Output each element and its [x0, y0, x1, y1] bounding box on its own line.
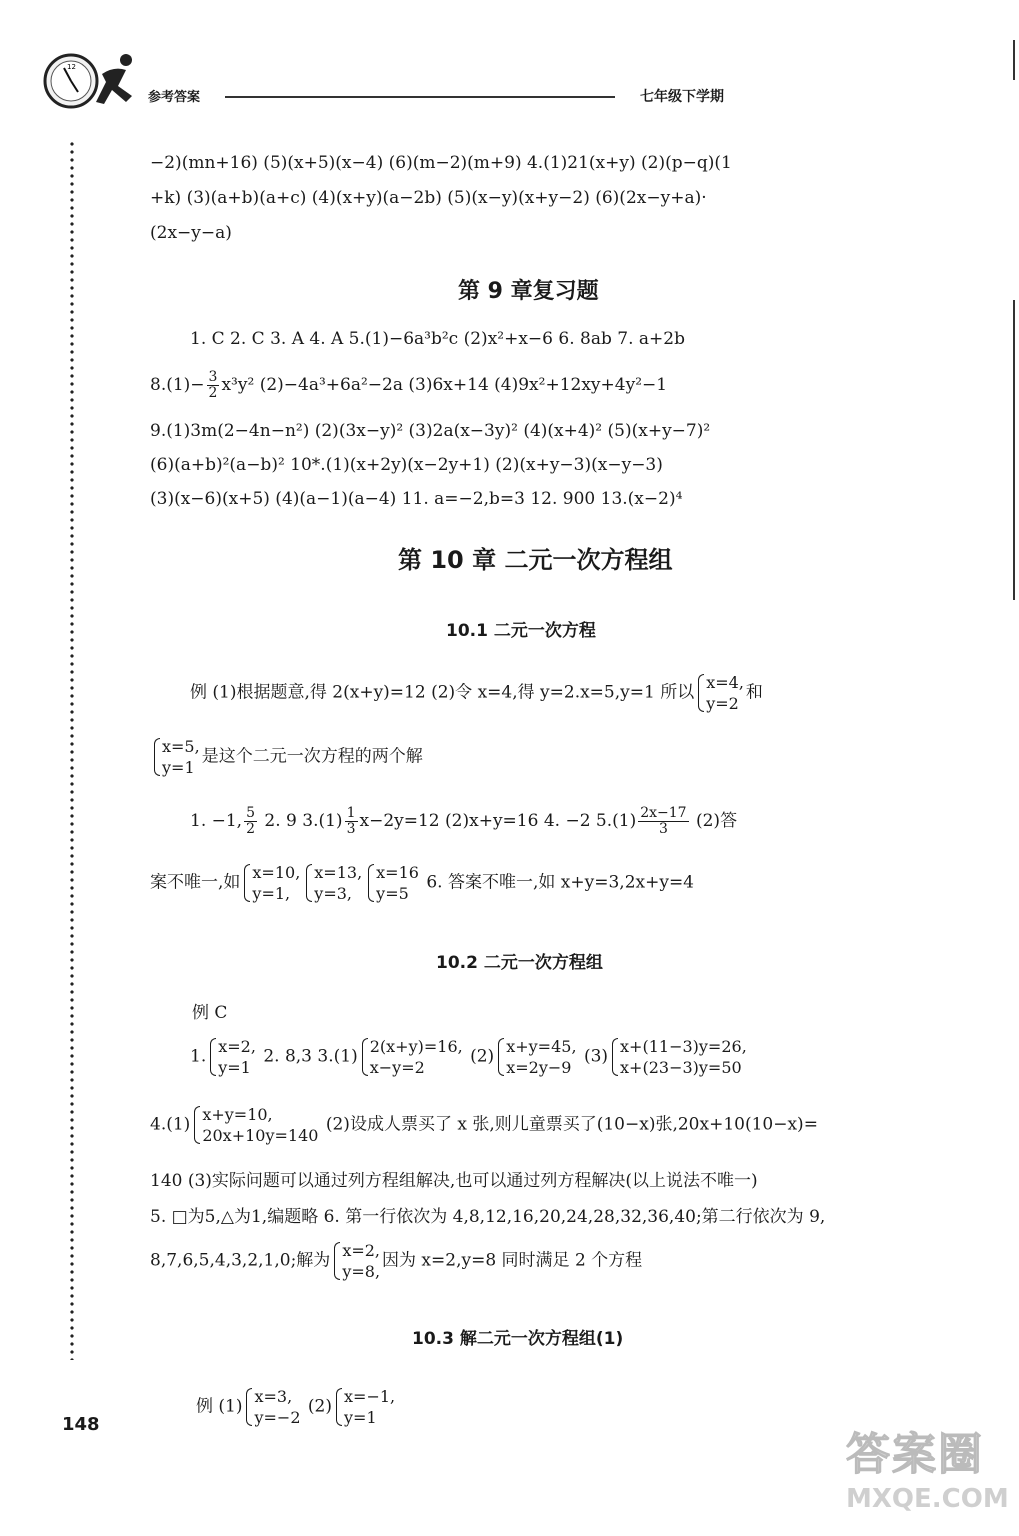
- text-line: (3)(x−6)(x+5) (4)(a−1)(a−4) 11. a=−2,b=3 12. 900 13.(x−2)⁴: [150, 489, 683, 509]
- text-line: 140 (3)实际问题可以通过列方程组解决,也可以通过列方程解决(以上说法不唯一): [150, 1171, 758, 1191]
- section-10-2-title: 10.2 二元一次方程组: [436, 953, 603, 973]
- equation-system: x=16 y=5: [366, 862, 419, 904]
- text-line: 1. C 2. C 3. A 4. A 5.(1)−6a³b²c (2)x²+x−6 6. 8ab 7. a+2b: [190, 329, 685, 349]
- header-left-label: 参考答案: [148, 90, 201, 105]
- watermark-logo: 答案圈 MXQE.COM: [846, 1429, 1009, 1514]
- text-line: 例 (1)根据题意,得 2(x+y)=12 (2)令 x=4,得 y=2.x=5,y=1 所以 x=4, y=2 和: [190, 673, 763, 713]
- equation-system: x+y=45, x=2y−9: [496, 1036, 576, 1078]
- equation-system: 2(x+y)=16, x−y=2: [360, 1036, 463, 1078]
- svg-text:12: 12: [67, 63, 76, 71]
- text-line: 例 (1) x=3, y=−2 (2) x=−1, y=1: [196, 1387, 396, 1427]
- chapter9-title: 第 9 章复习题: [458, 279, 599, 304]
- text-line: −2)(mn+16) (5)(x+5)(x−4) (6)(m−2)(m+9) 4.(1)21(x+y) (2)(p−q)(1: [150, 153, 732, 173]
- text-line: 1. x=2, y=1 2. 8,3 3.(1) 2(x+y)=16, x−y=2 (2) x+y=45, x=2y−9 (3) x+(11−3)y=26, x+(23−3)y=50: [190, 1037, 747, 1077]
- equation-system: x+(11−3)y=26, x+(23−3)y=50: [610, 1036, 747, 1078]
- text-line: (6)(a+b)²(a−b)² 10*.(1)(x+2y)(x−2y+1) (2)(x+y−3)(x−y−3): [150, 455, 663, 475]
- edge-mark: [1013, 300, 1015, 600]
- equation-system: x=4, y=2: [696, 672, 744, 714]
- fraction: $\frac{3}{2}$: [208, 369, 218, 401]
- text-line: 8,7,6,5,4,3,2,1,0;解为 x=2, y=8, 因为 x=2,y=8 同时满足 2 个方程: [150, 1241, 643, 1281]
- equation-system: x+y=10, 20x+10y=140: [192, 1104, 318, 1146]
- header-rule: [225, 96, 615, 98]
- chapter10-title: 第 10 章 二元一次方程组: [398, 546, 673, 574]
- equation-system: x=−1, y=1: [334, 1386, 395, 1428]
- text-line: 8.(1)− $\frac{3}{2}$ x³y² (2)−4a³+6a²−2a (3)6x+14 (4)9x²+12xy+4y²−1: [150, 369, 668, 401]
- edge-mark: [1013, 40, 1015, 80]
- fraction: $\frac{2x-17}{3}$: [640, 805, 687, 837]
- equation-system: x=2, y=1: [208, 1036, 256, 1078]
- text-line: +k) (3)(a+b)(a+c) (4)(x+y)(a−2b) (5)(x−y)(x+y−2) (6)(2x−y+a)·: [150, 188, 707, 208]
- equation-system: x=2, y=8,: [332, 1240, 380, 1282]
- dotted-margin-line: [70, 140, 74, 1360]
- equation-system: x=3, y=−2: [244, 1386, 300, 1428]
- text-line: 5. □为5,△为1,编题略 6. 第一行依次为 4,8,12,16,20,24,28,32,36,40;第二行依次为 9,: [150, 1207, 826, 1227]
- fraction: $\frac{1}{3}$: [346, 805, 356, 837]
- runner-logo-icon: [92, 52, 142, 110]
- text-line: (2x−y−a): [150, 223, 232, 243]
- header-right-label: 七年级下学期: [640, 89, 724, 105]
- text-line: 例 C: [192, 1003, 228, 1023]
- page-number: 148: [62, 1414, 100, 1435]
- text-line: 1. −1, $\frac{5}{2}$ 2. 9 3.(1) $\frac{1}{3}$ x−2y=12 (2)x+y=16 4. −2 5.(1) $\frac{2x-17}{3}$ (2)答: [190, 805, 738, 837]
- section-10-3-title: 10.3 解二元一次方程组(1): [412, 1329, 624, 1349]
- equation-system: x=5, y=1: [152, 736, 200, 778]
- fraction: $\frac{5}{2}$: [246, 805, 256, 837]
- text-line: x=5, y=1 是这个二元一次方程的两个解: [150, 736, 423, 778]
- text-line: 9.(1)3m(2−4n−n²) (2)(3x−y)² (3)2a(x−3y)² (4)(x+4)² (5)(x+y−7)²: [150, 421, 711, 441]
- text-line: 4.(1) x+y=10, 20x+10y=140 (2)设成人票买了 x 张,则儿童票买了(10−x)张,20x+10(10−x)=: [150, 1105, 818, 1145]
- text-line: 案不唯一,如 x=10, y=1, x=13, y=3, x=16 y=5 6. 答案不唯一,如 x+y=3,2x+y=4: [150, 863, 695, 903]
- equation-system: x=10, y=1,: [242, 862, 300, 904]
- section-10-1-title: 10.1 二元一次方程: [446, 621, 596, 641]
- equation-system: x=13, y=3,: [304, 862, 362, 904]
